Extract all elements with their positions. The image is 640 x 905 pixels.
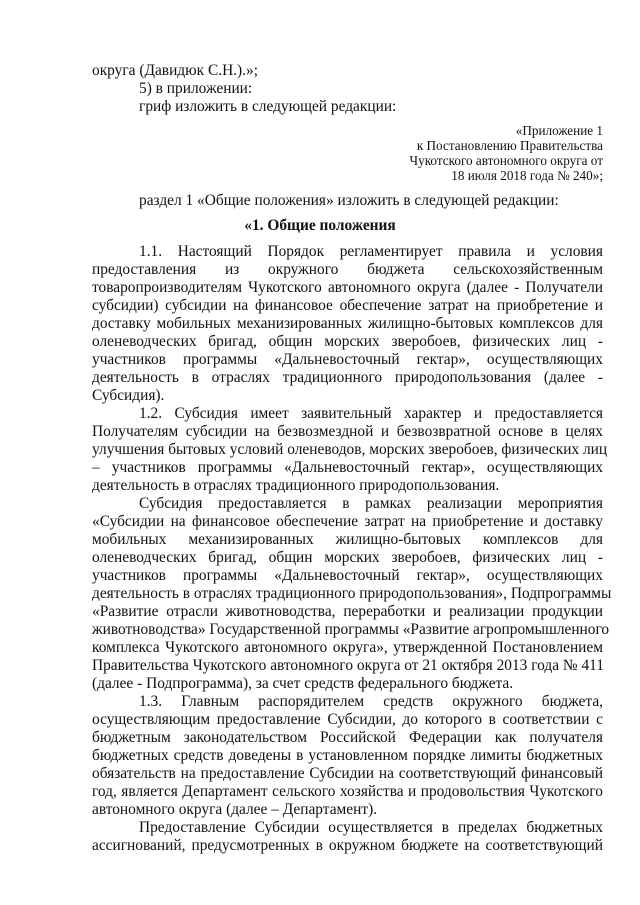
text-line: доставку мобильных механизированных жилищно-бытовых комплексов для xyxy=(92,315,603,332)
grif-line: «Приложение 1 xyxy=(515,123,603,138)
text-line: «Субсидии на финансовое обеспечение затрат на приобретение и доставку xyxy=(92,513,603,530)
text-line: участников программы «Дальневосточный гектар», осуществляющих xyxy=(92,351,603,368)
text-line: субсидии) субсидии на финансовое обеспечение затрат на приобретение и xyxy=(92,297,603,314)
text-line: раздел 1 «Общие положения» изложить в следующей редакции: xyxy=(139,192,559,209)
grif-line: 18 июля 2018 года № 240»; xyxy=(451,168,603,183)
text-line: Правительства Чукотского автономного округа от 21 октября 2013 года № 411 xyxy=(92,657,604,674)
text-line: – участников программы «Дальневосточный гектар», осуществляющих xyxy=(92,459,603,476)
text-line: год, является Департамент сельского хозяйства и продовольствия Чукотского xyxy=(92,783,603,800)
section-heading: «1. Общие положения xyxy=(244,217,396,234)
text-line: 1.2. Субсидия имеет заявительный характер и предоставляется xyxy=(139,405,603,422)
text-line: бюджетным законодательством Российской Федерации как получателя xyxy=(92,729,603,746)
grif-line: Чукотского автономного округа от xyxy=(409,153,603,168)
text-line: оленеводческих бригад, общин морских зверобоев, физических лиц - xyxy=(92,333,603,350)
text-line: комплекса Чукотского автономного округа», утвержденной Постановлением xyxy=(92,639,603,656)
text-line: ассигнований, предусмотренных в окружном бюджете на соответствующий xyxy=(92,837,603,854)
text-line: обязательств на предоставление Субсидии на соответствующий финансовый xyxy=(92,765,603,782)
text-line: предоставления из окружного бюджета сельскохозяйственным xyxy=(92,261,603,278)
text-line: (далее - Подпрограмма), за счет средств федерального бюджета. xyxy=(92,675,514,692)
text-line: 5) в приложении: xyxy=(139,80,253,97)
text-line: гриф изложить в следующей редакции: xyxy=(139,98,397,115)
text-line: деятельность в отраслях традиционного природопользования», Подпрограммы xyxy=(92,585,612,602)
text-line: деятельность в отраслях традиционного природопользования (далее - xyxy=(92,369,603,386)
text-line: осуществляющим предоставление Субсидии, до которого в соответствии с xyxy=(92,711,603,728)
text-line: автономного округа (далее – Департамент). xyxy=(92,801,378,818)
text-line: животноводства» Государственной программы «Развитие агропромышленного xyxy=(92,621,610,638)
text-line: бюджетных средств доведены в установленном порядке лимиты бюджетных xyxy=(92,747,603,764)
text-line: деятельность в отраслях традиционного природопользования. xyxy=(92,477,500,494)
text-line: 1.1. Настоящий Порядок регламентирует правила и условия xyxy=(139,243,603,260)
text-line: 1.3. Главным распорядителем средств окружного бюджета, xyxy=(139,693,603,710)
grif-line: к Постановлению Правительства xyxy=(416,138,603,153)
text-line: округа (Давидюк С.Н.).»; xyxy=(92,62,258,79)
text-line: участников программы «Дальневосточный гектар», осуществляющих xyxy=(92,567,603,584)
text-line: улучшения бытовых условий оленеводов, морских зверобоев, физических лиц xyxy=(92,441,608,458)
text-line: мобильных механизированных жилищно-бытовых комплексов для xyxy=(92,531,603,548)
text-line: «Развитие отрасли животноводства, переработки и реализации продукции xyxy=(92,603,603,620)
text-line: Предоставление Субсидии осуществляется в пределах бюджетных xyxy=(139,819,603,836)
text-line: Получателям субсидии на безвозмездной и безвозвратной основе в целях xyxy=(92,423,603,440)
text-line: Субсидия предоставляется в рамках реализации мероприятия xyxy=(139,495,603,512)
text-line: оленеводческих бригад, общин морских зверобоев, физических лиц - xyxy=(92,549,603,566)
text-line: товаропроизводителям Чукотского автономного округа (далее - Получатели xyxy=(92,279,603,296)
text-line: Субсидия). xyxy=(92,387,165,404)
